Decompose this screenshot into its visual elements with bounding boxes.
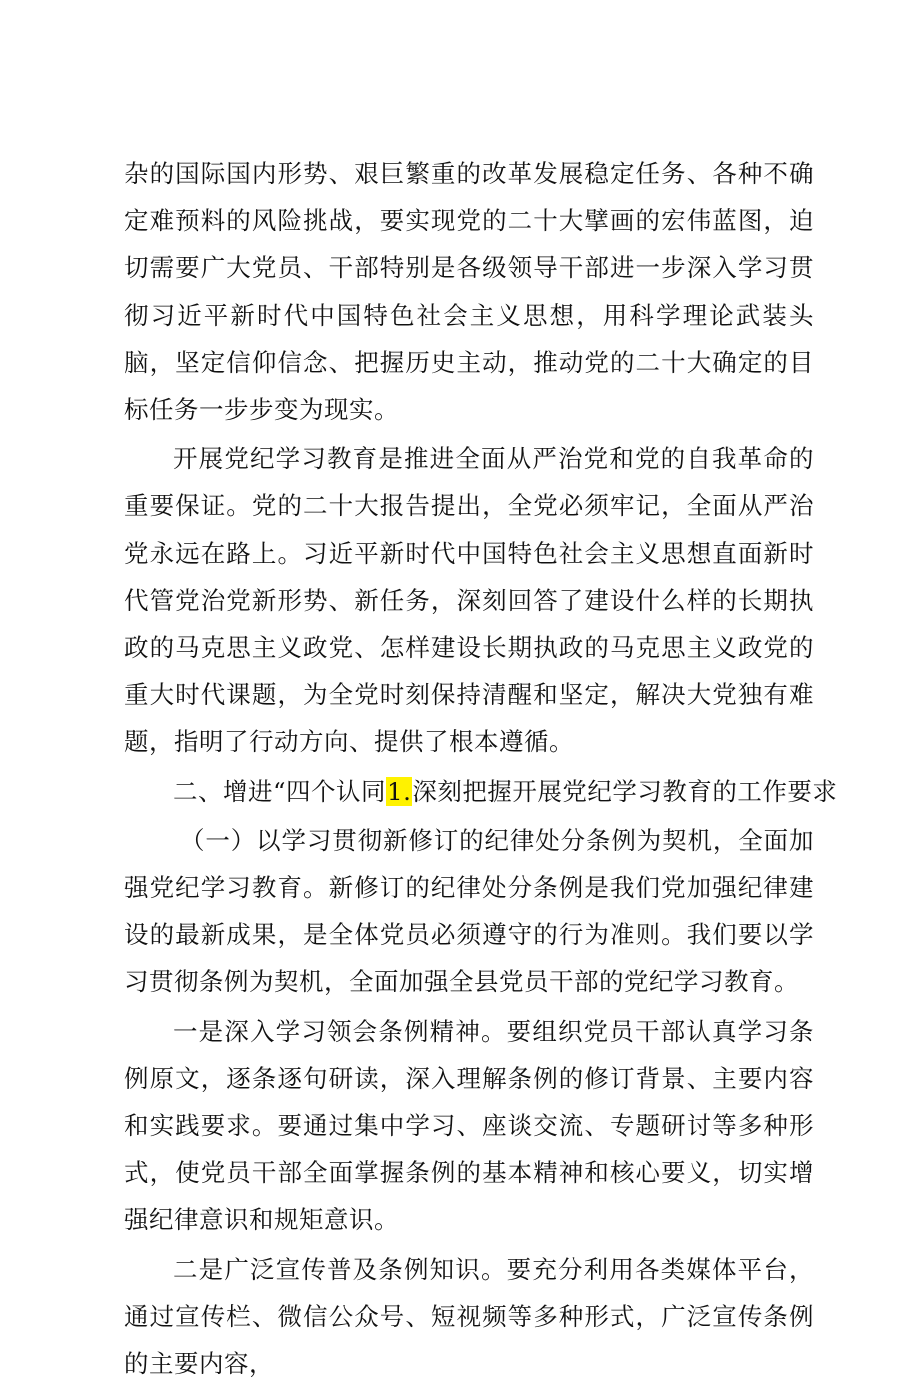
heading-text-before: 二、增进“四个认同: [173, 776, 387, 806]
highlighted-text: 1.: [387, 776, 412, 806]
paragraph-continuation: 杂的国际国内形势、艰巨繁重的改革发展稳定任务、各种不确定难预料的风险挑战，要实现党的二十大擘画的宏伟蓝图，迫切需要广大党员、干部特别是各级领导干部进一步深入学习贯彻习近平新时代中国特色社会主义思想，用科学理论武装头脑，坚定信仰信念、把握历史主动，推动党的二十大确定的目标任务一步步变为现实。: [124, 159, 814, 425]
paragraph-discipline-education: 开展党纪学习教育是推进全面从严治党和党的自我革命的重要保证。党的二十大报告提出，全党必须牢记，全面从严治党永远在路上。习近平新时代中国特色社会主义思想直面新时代管党治党新形势、新任务，深刻回答了建设什么样的长期执政的马克思主义政党、怎样建设长期执政的马克思主义政党的重大时代课题，为全党时刻保持清醒和坚定，解决大党独有难题，指明了行动方向、提供了根本遵循。: [124, 444, 814, 757]
document-body: [124, 150, 838, 1389]
heading-text-after: 深刻把握开展党纪学习教育的工作要求: [412, 776, 838, 806]
paragraph-point-one: 一是深入学习领会条例精神。要组织党员干部认真学习条例原文，逐条逐句研读，深入理解条例的修订背景、主要内容和实践要求。要通过集中学习、座谈交流、专题研讨等多种形式，使党员干部全面掌握条例的基本精神和核心要义，切实增强纪律意识和规矩意识。: [124, 1016, 814, 1235]
section-heading: [124, 768, 838, 815]
paragraph-point-two: 二是广泛宣传普及条例知识。要充分利用各类媒体平台，通过宣传栏、微信公众号、短视频等多种形式，广泛宣传条例的主要内容，: [124, 1254, 814, 1379]
paragraph-subsection-one: （一）以学习贯彻新修订的纪律处分条例为契机，全面加强党纪学习教育。新修订的纪律处分条例是我们党加强纪律建设的最新成果，是全体党员必须遵守的行为准则。我们要以学习贯彻条例为契机，全面加强全县党员干部的党纪学习教育。: [124, 825, 814, 997]
